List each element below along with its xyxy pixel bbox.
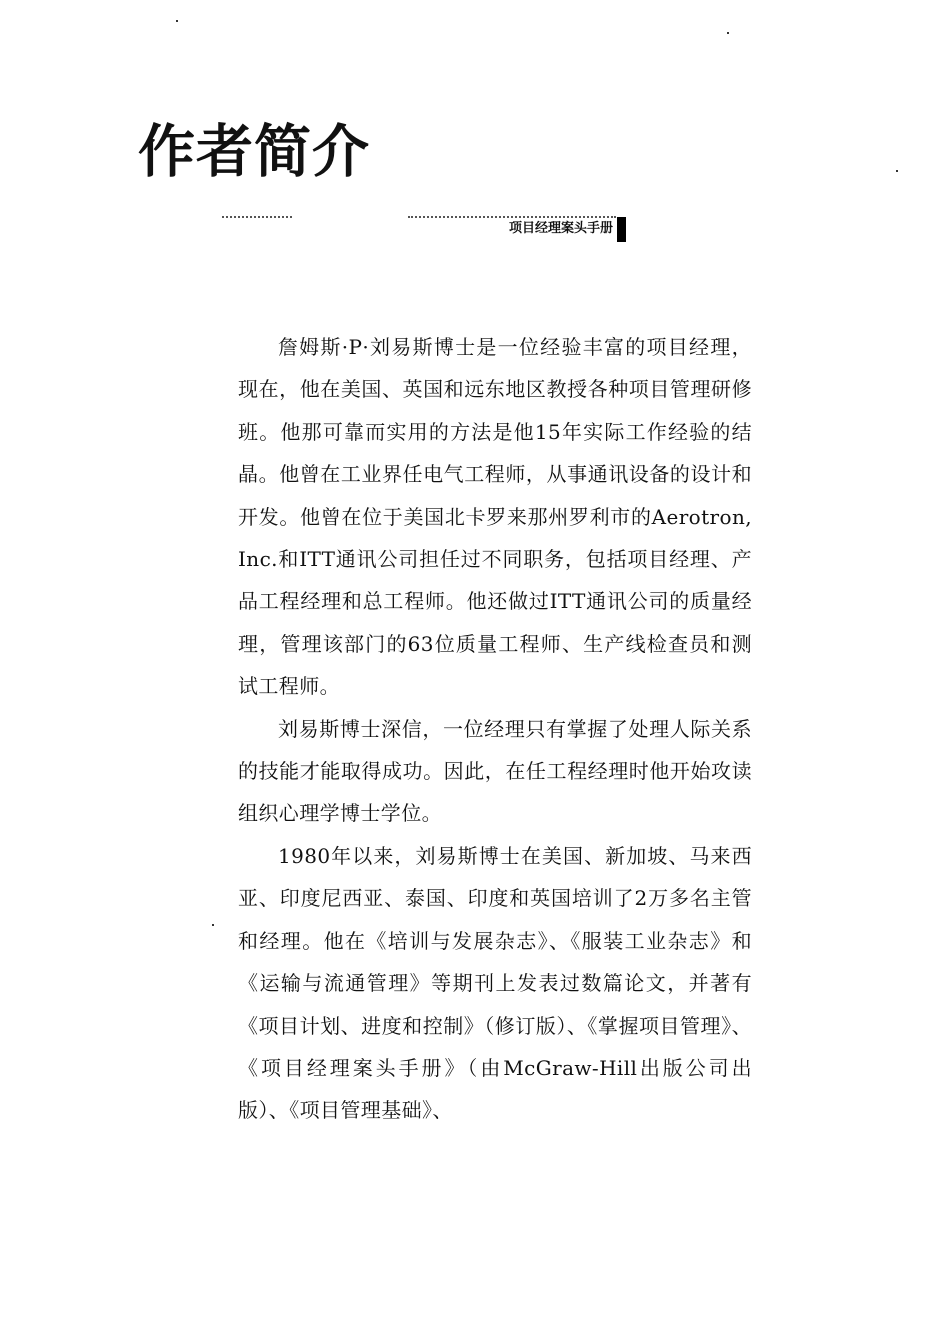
paragraph-2: 刘易斯博士深信，一位经理只有掌握了处理人际关系的技能才能取得成功。因此，在任工程经理时他开始攻读组织心理学博士学位。 bbox=[238, 716, 752, 826]
header-rule-right bbox=[408, 216, 616, 218]
scan-speck bbox=[212, 924, 214, 926]
header-rule-left bbox=[222, 216, 292, 218]
scan-speck bbox=[896, 170, 898, 172]
scan-speck bbox=[727, 32, 729, 34]
paragraph-1: 詹姆斯·P·刘易斯博士是一位经验丰富的项目经理，现在，他在美国、英国和远东地区教授各种项目管理研修班。他那可靠而实用的方法是他15年实际工作经验的结晶。他曾在工业界任电气工程师，从事通讯设备的设计和开发。他曾在位于美国北卡罗来那州罗利市的Aerotron, Inc.和ITT通讯公司担任过不同职务，包括项目经理、产品工程经理和总工程师。他还做过ITT通讯公司的质量经理，管理该部门的63位质量工程师、生产线检查员和测试工程师。 bbox=[238, 335, 752, 699]
page-title: 作者简介 bbox=[138, 119, 370, 185]
body-text bbox=[238, 326, 752, 1132]
paragraph-3: 1980年以来，刘易斯博士在美国、新加坡、马来西亚、印度尼西亚、泰国、印度和英国培训了2万多名主管和经理。他在《培训与发展杂志》、《服装工业杂志》和《运输与流通管理》等期刊上发表过数篇论文，并著有《项目计划、进度和控制》（修订版）、《掌握项目管理》、《项目经理案头手册》（由McGraw-Hill出版公司出版）、《项目管理基础》、 bbox=[238, 843, 752, 1123]
running-head-bar bbox=[617, 217, 626, 242]
scan-speck bbox=[176, 20, 178, 22]
running-head: 项目经理案头手册 bbox=[508, 221, 613, 236]
